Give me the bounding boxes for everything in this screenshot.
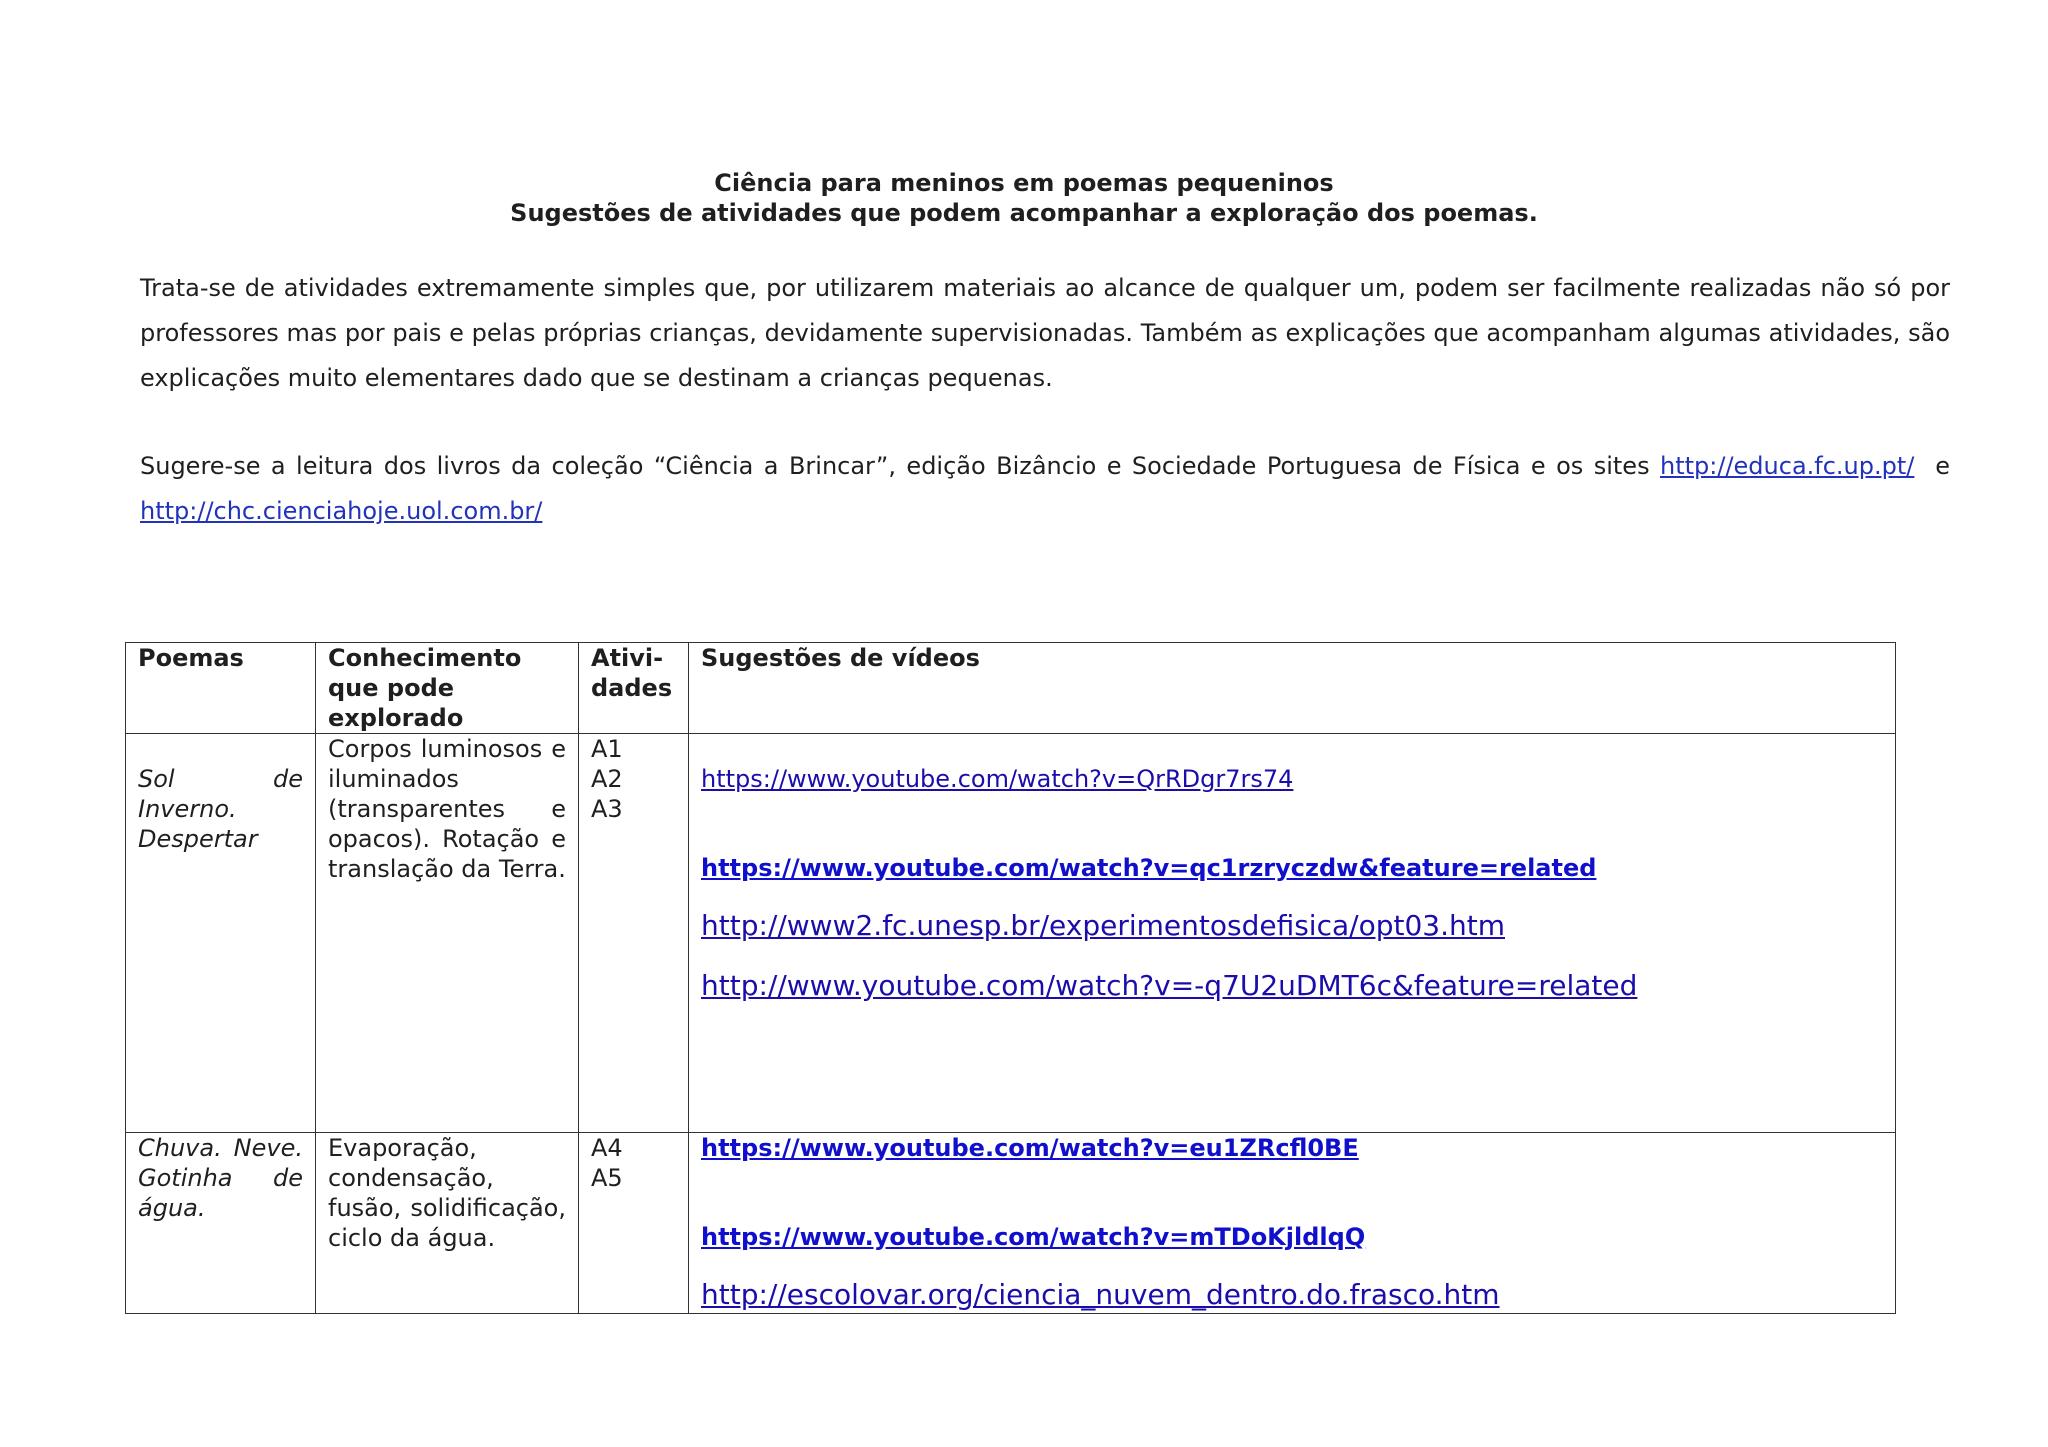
video-link[interactable]: https://www.youtube.com/watch?v=qc1rzryczdw&feature=related: [701, 854, 1597, 882]
activity-code: A5: [591, 1164, 623, 1192]
activity-code: A4: [591, 1134, 623, 1162]
table-row: [126, 734, 1896, 1133]
table-row: [126, 1133, 1896, 1314]
poem-cell: Chuva. Neve. Gotinha de água.: [126, 1133, 316, 1314]
activity-code: A3: [591, 795, 623, 823]
video-link[interactable]: http://www.youtube.com/watch?v=-q7U2uDMT6c&feature=related: [701, 969, 1638, 1002]
video-link[interactable]: http://escolovar.org/ciencia_nuvem_dentro.do.frasco.htm: [701, 1278, 1500, 1311]
reading-suggestion-text: Sugere-se a leitura dos livros da coleção “Ciência a Brincar”, edição Bizâncio e Sociedade Portuguesa de Física e os sites: [140, 452, 1650, 480]
header-atividades: Ativi-dades: [579, 643, 689, 734]
video-link[interactable]: http://www2.fc.unesp.br/experimentosdefisica/opt03.htm: [701, 909, 1505, 942]
conjunction-text: e: [1935, 452, 1950, 480]
educa-site-link[interactable]: http://educa.fc.up.pt/: [1660, 452, 1915, 480]
document-title: Ciência para meninos em poemas pequeninos: [714, 169, 1334, 197]
document-subtitle: Sugestões de atividades que podem acompanhar a exploração dos poemas.: [510, 199, 1538, 227]
poem-cell: Sol de Inverno. Despertar: [126, 734, 316, 1133]
table-header-row: [126, 643, 1896, 734]
video-link[interactable]: https://www.youtube.com/watch?v=QrRDgr7rs74: [701, 765, 1294, 793]
activity-code: A2: [591, 765, 623, 793]
videos-cell: [689, 734, 1896, 1133]
videos-cell: [689, 1133, 1896, 1314]
activities-cell: [579, 1133, 689, 1314]
knowledge-cell: Corpos luminosos e iluminados (transparentes e opacos). Rotação e translação da Terra.: [316, 734, 579, 1133]
header-videos: Sugestões de vídeos: [689, 643, 1896, 734]
cienciahoje-site-link[interactable]: http://chc.cienciahoje.uol.com.br/: [140, 497, 543, 525]
header-conhecimento: Conhecimento que pode explorado: [316, 643, 579, 734]
video-link[interactable]: https://www.youtube.com/watch?v=mTDoKjldlqQ: [701, 1223, 1366, 1251]
activities-table: [125, 642, 1896, 1314]
intro-paragraph: Trata-se de atividades extremamente simples que, por utilizarem materiais ao alcance de qualquer um, podem ser facilmente realizadas não só por professores mas por pais e pelas próprias crianças, devidamente supervisionadas. Também as explicações que acompanham algumas atividades, são explicações muito elementares dado que se destinam a crianças pequenas.: [140, 274, 1950, 392]
knowledge-cell: Evaporação, condensação, fusão, solidificação, ciclo da água.: [316, 1133, 579, 1314]
activities-cell: [579, 734, 689, 1133]
reading-suggestion-paragraph: [140, 444, 1950, 534]
video-link[interactable]: https://www.youtube.com/watch?v=eu1ZRcfl0BE: [701, 1134, 1359, 1162]
activity-code: A1: [591, 735, 623, 763]
header-poemas: Poemas: [126, 643, 316, 734]
title-block: [0, 168, 2048, 228]
